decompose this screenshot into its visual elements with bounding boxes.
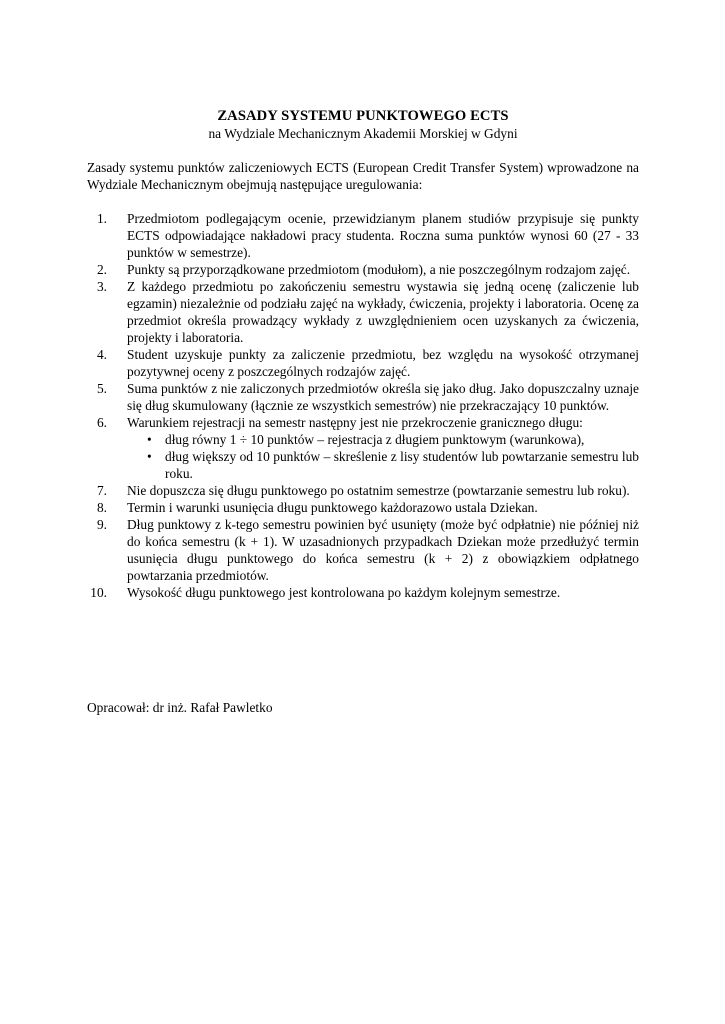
- rule-text: Nie dopuszcza się długu punktowego po ostatnim semestrze (powtarzanie semestru lub roku).: [127, 483, 630, 498]
- rule-item: [87, 210, 639, 261]
- rule-text: Wysokość długu punktowego jest kontrolowana po każdym kolejnym semestrze.: [127, 585, 561, 600]
- rule-number: 3.: [96, 279, 107, 294]
- rule-text: Warunkiem rejestracji na semestr następny jest nie przekroczenie granicznego długu:: [127, 415, 583, 430]
- rule-text: Punkty są przyporządkowane przedmiotom (modułom), a nie poszczególnym rodzajom zajęć.: [127, 262, 631, 277]
- rule-number: 4.: [96, 347, 107, 362]
- rule-item: [87, 261, 639, 278]
- bullet-text: dług równy 1 ÷ 10 punktów – rejestracja z długiem punktowym (warunkowa),: [165, 432, 585, 447]
- rules-list: [87, 210, 639, 601]
- bullet-item: [127, 448, 639, 482]
- rule-item: [87, 584, 639, 601]
- rule-number: 6.: [96, 415, 107, 430]
- rule-text: Przedmiotom podlegającym ocenie, przewidzianym planem studiów przypisuje się punkty ECTS odpowiadające nakładowi pracy studenta. Roczna suma punktów wynosi 60 (27 - 33 punktów w semestrze).: [127, 211, 639, 260]
- rule-number: 5.: [96, 381, 107, 396]
- intro-paragraph: Zasady systemu punktów zaliczeniowych ECTS (European Credit Transfer System) wprowadzone na Wydziale Mechanicznym obejmują następujące uregulowania:: [87, 160, 639, 192]
- rule-number: 10.: [90, 585, 107, 600]
- rule-item: [87, 499, 639, 516]
- rule-item: [87, 346, 639, 380]
- rule-number: 9.: [96, 517, 107, 532]
- bullet-text: dług większy od 10 punktów – skreślenie z lisy studentów lub powtarzanie semestru lub roku.: [165, 449, 639, 481]
- bullet-item: [127, 431, 639, 448]
- document-title: ZASADY SYSTEMU PUNKTOWEGO ECTS: [217, 108, 509, 124]
- rule-item: [87, 278, 639, 346]
- rule-number: 7.: [96, 483, 107, 498]
- rule-item: [87, 414, 639, 482]
- rule-number: 1.: [96, 211, 107, 226]
- author-signature: Opracował: dr inż. Rafał Pawletko: [87, 700, 273, 715]
- rule-text: Dług punktowy z k-tego semestru powinien być usunięty (może być odpłatnie) nie później niż do końca semestru (k + 1). W uzasadnionych przypadkach Dziekan może przedłużyć termin usunięcia długu punktowego do końca semestru (k + 2) z obowiązkiem odpłatnego powtarzania przedmiotów.: [127, 517, 639, 583]
- rule-number: 2.: [96, 262, 107, 277]
- rule-number: 8.: [96, 500, 107, 515]
- bullet-dot-icon: •: [147, 432, 152, 447]
- rule-item: [87, 380, 639, 414]
- rule-text: Z każdego przedmiotu po zakończeniu semestru wystawia się jedną ocenę (zaliczenie lub egzamin) niezależnie od podziału zajęć na wykłady, ćwiczenia, projekty i laboratoria. Ocenę za przedmiot określa prowadzący wykłady z uwzględnieniem ocen uzyskanych za ćwiczenia, projekty i laboratoria.: [127, 279, 639, 345]
- rule-item: [87, 516, 639, 584]
- rule-text: Termin i warunki usunięcia długu punktowego każdorazowo ustala Dziekan.: [127, 500, 538, 515]
- document-subtitle: na Wydziale Mechanicznym Akademii Morskiej w Gdyni: [208, 126, 518, 141]
- rule-text: Suma punktów z nie zaliczonych przedmiotów określa się jako dług. Jako dopuszczalny uznaje się dług skumulowany (łącznie ze wszystkich semestrów) nie przekraczający 10 punktów.: [127, 381, 639, 413]
- rule-text: Student uzyskuje punkty za zaliczenie przedmiotu, bez względu na wysokość otrzymanej pozytywnej oceny z poszczególnych rodzajów zajęć.: [127, 347, 639, 379]
- bullet-dot-icon: •: [147, 449, 152, 464]
- rule-item: [87, 482, 639, 499]
- rule-bullet-list: [127, 431, 639, 482]
